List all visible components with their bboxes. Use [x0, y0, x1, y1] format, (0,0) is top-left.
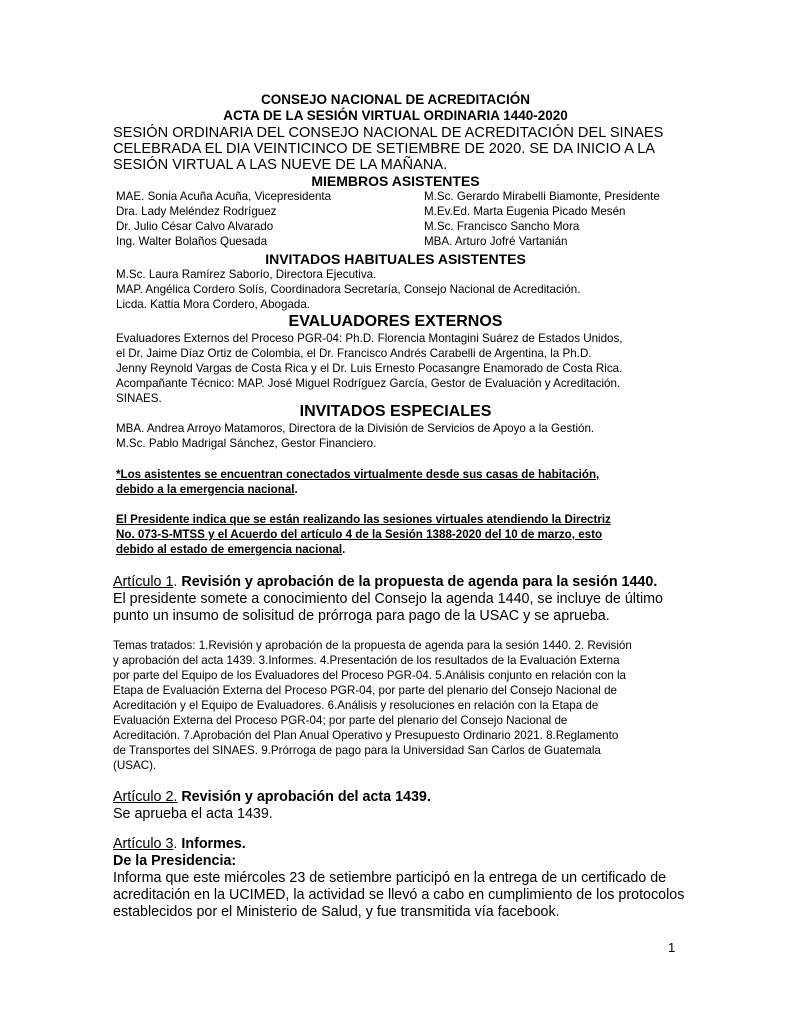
member-name: MAE. Sonia Acuña Acuña, Vicepresidenta	[116, 190, 332, 203]
paragraph-line: establecidos por el Ministerio de Salud, y fue transmitida vía facebook.	[113, 904, 560, 920]
articulo-1-heading	[113, 574, 657, 591]
invitados-habituales-list	[116, 267, 580, 312]
articulo-2-label: Artículo 2.	[113, 789, 178, 805]
paragraph-line: Informa que este miércoles 23 de setiembre participó en la entrega de un certificado de	[113, 870, 667, 886]
temas-line: Evaluación Externa del Proceso PGR-04; por parte del plenario del Consejo Nacional de	[113, 714, 568, 727]
intro-line: SESIÓN VIRTUAL A LAS NUEVE DE LA MAÑANA.	[113, 157, 448, 173]
articulo-3-heading	[113, 836, 246, 853]
temas-line: y aprobación del acta 1439. 3.Informes. 4.Presentación de los resultados de la Evaluación Externa	[113, 654, 620, 667]
note-tail: .	[294, 483, 298, 496]
evaluator-line: Evaluadores Externos del Proceso PGR-04: Ph.D. Florencia Montagini Suárez de Estados Unidos,	[116, 332, 623, 345]
articulo-2-title: Revisión y aprobación del acta 1439.	[177, 789, 431, 805]
temas-line: Acreditación. 7.Aprobación del Plan Anual Operativo y Presupuesto Ordinario 2021. 8.Reglamento	[113, 729, 619, 742]
miembros-heading: MIEMBROS ASISTENTES	[311, 173, 480, 189]
intro-line: CELEBRADA EL DIA VEINTICINCO DE SETIEMBRE DE 2020. SE DA INICIO A LA	[113, 141, 656, 157]
temas-tratados	[113, 638, 632, 773]
member-name: Dr. Julio César Calvo Alvarado	[116, 220, 274, 233]
evaluator-line: el Dr. Jaime Díaz Ortiz de Colombia, el Dr. Francisco Andrés Carabelli de Argentina, la Ph.D.	[116, 347, 592, 360]
guest-line: M.Sc. Pablo Madrigal Sánchez, Gestor Financiero.	[116, 437, 377, 450]
articulo-1-dot: .	[173, 574, 178, 590]
member-name: M.Ev.Ed. Marta Eugenia Picado Mesén	[424, 205, 626, 218]
note-line: *Los asistentes se encuentran conectados virtualmente desde sus casas de habitación,	[116, 468, 600, 481]
member-name: Ing. Walter Bolaños Quesada	[116, 235, 268, 248]
virtual-attendance-note	[116, 467, 599, 497]
invitados-especiales-heading: INVITADOS ESPECIALES	[299, 403, 492, 420]
council-title: CONSEJO NACIONAL DE ACREDITACIÓN	[260, 92, 531, 107]
evaluadores-list	[116, 331, 623, 406]
articulo-1-body	[113, 591, 663, 625]
temas-line: Etapa de Evaluación Externa del Proceso PGR-04, por parte del plenario del Consejo Nacional de	[113, 684, 617, 697]
temas-line: por parte del Equipo de los Evaluadores del Proceso PGR-04. 5.Análisis conjunto en relación con la	[113, 669, 627, 682]
temas-line: (USAC).	[113, 759, 157, 772]
paragraph-line: acreditación en la UCIMED, la actividad se llevó a cabo en cumplimiento de los protocolos	[113, 887, 685, 903]
miembros-right-column	[424, 189, 660, 249]
temas-line: Acreditación y el Equipo de Evaluadores. 6.Análisis y resoluciones en relación con la Etapa de	[113, 699, 599, 712]
evaluator-line: SINAES.	[116, 392, 162, 405]
invitados-especiales-list	[116, 421, 594, 451]
guest-line: M.Sc. Laura Ramírez Saborío, Directora Ejecutiva.	[116, 268, 377, 281]
member-name: M.Sc. Francisco Sancho Mora	[424, 220, 580, 233]
member-name: MBA. Arturo Jofré Vartanián	[424, 235, 568, 248]
articulo-1-title: Revisión y aprobación de la propuesta de agenda para la sesión 1440.	[177, 574, 658, 590]
articulo-3-title: Informes.	[177, 836, 246, 852]
articulo-3-label: Artículo 3	[113, 836, 174, 852]
temas-line: de Transportes del SINAES. 9.Prórroga de pago para la Universidad San Carlos de Guatemala	[113, 744, 601, 757]
intro-line: SESIÓN ORDINARIA DEL CONSEJO NACIONAL DE ACREDITACIÓN DEL SINAES	[113, 125, 664, 141]
guest-line: MAP. Angélica Cordero Solís, Coordinadora Secretaría, Consejo Nacional de Acreditación.	[116, 283, 581, 296]
articulo-1-label: Artículo 1	[113, 574, 174, 590]
articulo-2-body: Se aprueba el acta 1439.	[113, 806, 273, 822]
note-line: El Presidente indica que se están realizando las sesiones virtuales atendiendo la Directriz	[116, 513, 611, 526]
note-line: No. 073-S-MTSS y el Acuerdo del artículo 4 de la Sesión 1388-2020 del 10 de marzo, esto	[116, 528, 603, 541]
guest-line: MBA. Andrea Arroyo Matamoros, Directora de la División de Servicios de Apoyo a la Gestión.	[116, 422, 595, 435]
session-intro	[113, 125, 663, 173]
note-line: debido a la emergencia nacional	[116, 483, 295, 496]
acta-title: ACTA DE LA SESIÓN VIRTUAL ORDINARIA 1440-2020	[223, 108, 568, 123]
temas-line: Temas tratados: 1.Revisión y aprobación de la propuesta de agenda para la sesión 1440. 2. Revisión	[113, 639, 632, 652]
evaluator-line: Jenny Reynold Vargas de Costa Rica y el Dr. Luis Ernesto Pocasangre Enamorado de Costa Rica.	[116, 362, 623, 375]
evaluator-line: Acompañante Técnico: MAP. José Miguel Rodríguez García, Gestor de Evaluación y Acreditación.	[116, 377, 621, 390]
miembros-left-column	[116, 189, 331, 249]
note-line: debido al estado de emergencia nacional	[116, 543, 343, 556]
invitados-habituales-heading: INVITADOS HABITUALES ASISTENTES	[265, 251, 526, 267]
paragraph-line: El presidente somete a conocimiento del Consejo la agenda 1440, se incluye de último	[113, 591, 663, 607]
articulo-3-body	[113, 870, 684, 921]
articulo-2-heading	[113, 789, 431, 806]
guest-line: Licda. Kattia Mora Cordero, Abogada.	[116, 298, 310, 311]
note-tail: .	[342, 543, 346, 556]
member-name: M.Sc. Gerardo Mirabelli Biamonte, Presidente	[424, 190, 660, 203]
member-name: Dra. Lady Meléndez Rodríguez	[116, 205, 277, 218]
presidencia-subheading: De la Presidencia:	[113, 853, 237, 869]
articulo-3-dot: .	[173, 836, 178, 852]
evaluadores-heading: EVALUADORES EXTERNOS	[288, 313, 503, 330]
page-number: 1	[668, 940, 676, 955]
paragraph-line: punto un insumo de solisitud de prórroga para pago de la USAC y se aprueba.	[113, 608, 610, 624]
directive-note	[116, 512, 611, 557]
